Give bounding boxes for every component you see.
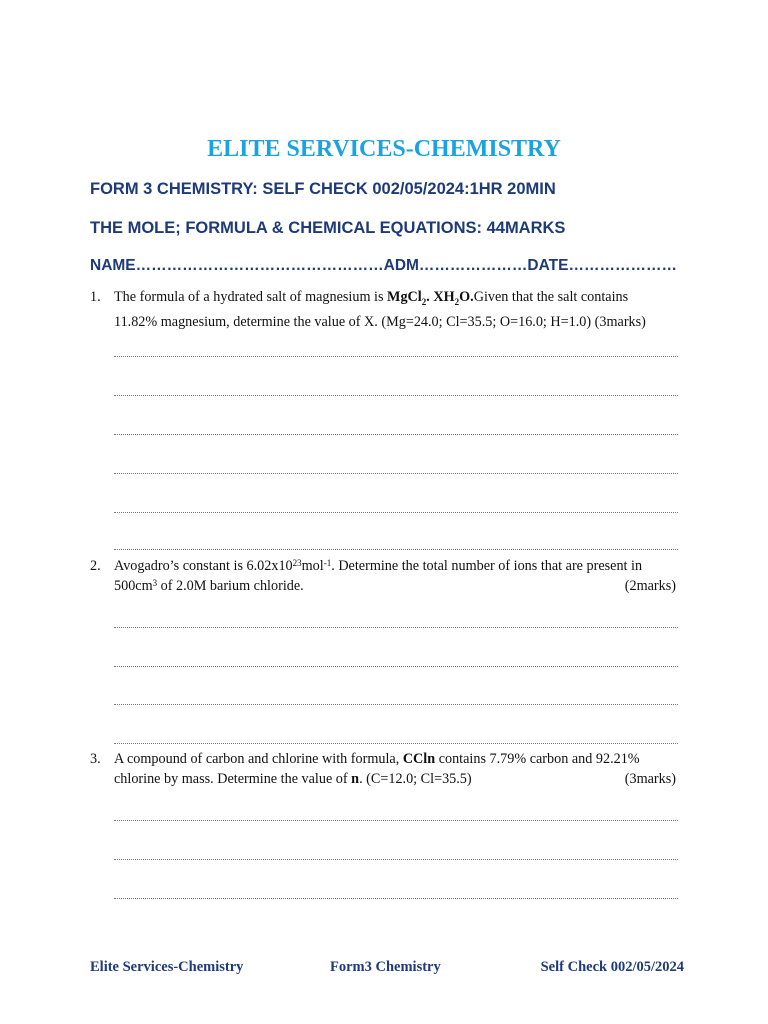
question-text-line	[114, 312, 676, 332]
question-text: The formula of a hydrated salt of magnesium is	[114, 289, 388, 305]
footer-right: Self Check 002/05/2024	[540, 959, 684, 975]
answer-line[interactable]	[114, 549, 678, 550]
answer-line[interactable]	[114, 512, 678, 513]
footer-left: Elite Services-Chemistry	[90, 959, 244, 975]
question-text: Given that the salt contains	[473, 289, 629, 305]
answer-line[interactable]	[114, 473, 678, 474]
question-1	[90, 287, 676, 332]
question-text-line: $500cm^3$ of 2.0M barium chloride. (2marks)	[114, 578, 676, 594]
answer-line[interactable]	[114, 627, 678, 628]
marks-label: (2marks)	[624, 578, 676, 594]
name-adm-date-line: NAME…………………………………………ADM…………………DATE…………………	[90, 257, 677, 274]
question-number: 3.	[90, 751, 101, 767]
answer-line[interactable]	[114, 666, 678, 667]
question-text-line: chlorine by mass. Determine the value of n. (C=12.0; Cl=35.5) (3marks)	[114, 771, 676, 787]
answer-line[interactable]	[114, 434, 678, 435]
variable: n	[351, 771, 360, 787]
answer-line[interactable]	[114, 356, 678, 357]
answer-line[interactable]	[114, 743, 678, 744]
answer-line[interactable]	[114, 898, 678, 899]
topic-subtitle: THE MOLE; FORMULA & CHEMICAL EQUATIONS: 44MARKS	[90, 219, 566, 237]
question-text-line	[114, 287, 676, 312]
question-text: 11.82% magnesium, determine the value of X. (Mg=24.0; Cl=35.5; O=16.0; H=1.0) (3marks)	[114, 313, 646, 330]
answer-line[interactable]	[114, 704, 678, 705]
document-title: ELITE SERVICES-CHEMISTRY	[207, 136, 561, 162]
question-text-line: A compound of carbon and chlorine with formula, CCln contains 7.79% carbon and 92.21%	[114, 751, 640, 767]
question-number: 1.	[90, 289, 101, 305]
question-2	[90, 556, 676, 596]
formula: MgCl$_2$. $XH_2O$.	[387, 289, 474, 307]
formula: CCln	[402, 751, 436, 767]
answer-line[interactable]	[114, 820, 678, 821]
footer-center: Form3 Chemistry	[330, 959, 441, 975]
question-number: 2.	[90, 558, 101, 574]
marks-label: (3marks)	[624, 771, 676, 787]
answer-line[interactable]	[114, 395, 678, 396]
answer-line[interactable]	[114, 859, 678, 860]
question-text-line: Avogadro’s constant is $6.02x10^{23}mol^{-1}$. Determine the total number of ions that are present in	[114, 558, 643, 574]
question-3	[90, 749, 676, 789]
exam-subtitle: FORM 3 CHEMISTRY: SELF CHECK 002/05/2024:1HR 20MIN	[90, 180, 556, 198]
